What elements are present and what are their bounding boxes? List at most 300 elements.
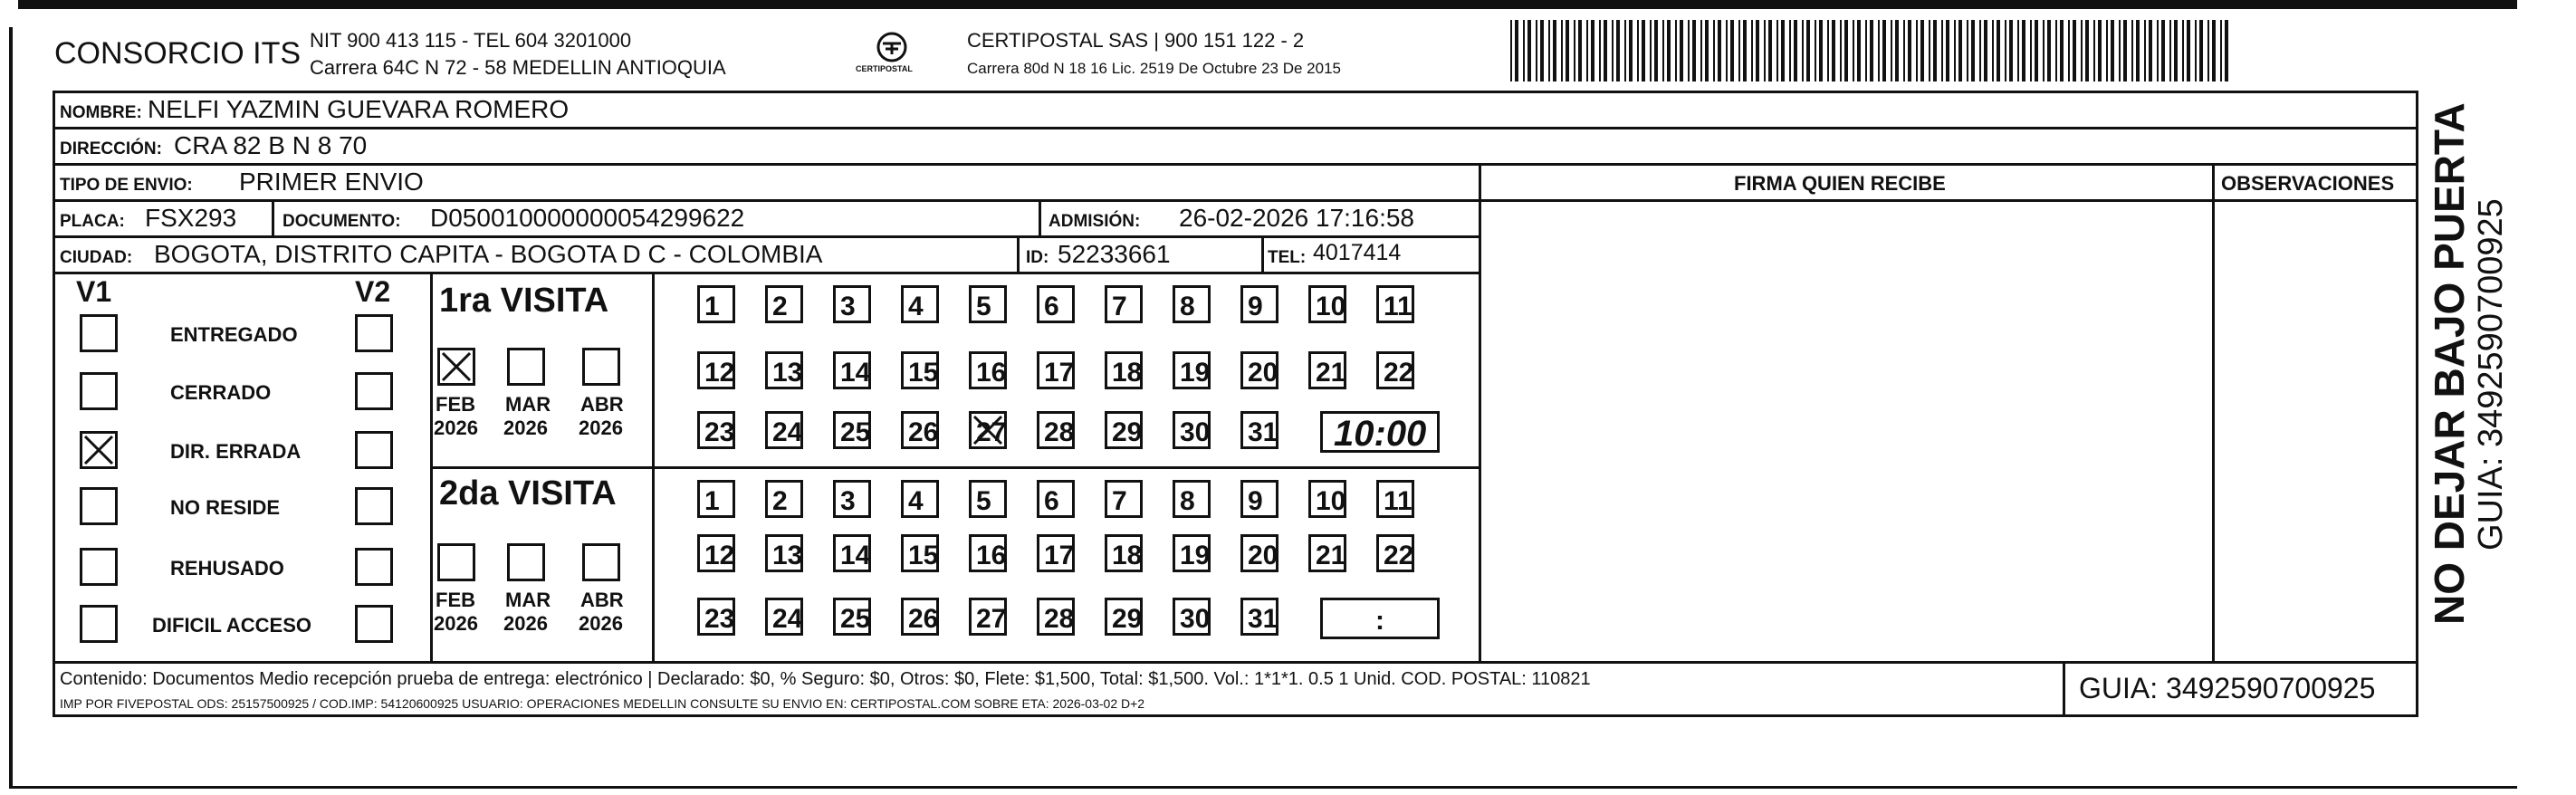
barcode-bar	[1654, 20, 1658, 81]
barcode-bar	[1604, 20, 1607, 81]
day-box[interactable]	[901, 351, 939, 389]
barcode-bar	[1882, 20, 1886, 81]
barcode-bar	[2199, 20, 2203, 81]
day-box[interactable]	[1037, 285, 1075, 323]
barcode-bar	[2187, 20, 2190, 81]
barcode-bar	[1751, 20, 1753, 81]
carrier-address: Carrera 80d N 18 16 Lic. 2519 De Octubre 23 De 2015	[967, 60, 1341, 77]
barcode-bar	[1929, 20, 1930, 81]
barcode-bar	[2131, 20, 2133, 81]
x-mark-icon	[82, 434, 115, 466]
barcode-bar	[2030, 20, 2032, 81]
nombre-value: NELFI YAZMIN GUEVARA ROMERO	[148, 95, 570, 123]
day-box[interactable]	[1037, 480, 1075, 518]
day-number: 11	[1384, 486, 1412, 516]
day-box[interactable]	[901, 285, 939, 323]
barcode-bar	[2043, 20, 2045, 81]
barcode-bar	[2035, 20, 2038, 81]
day-box[interactable]	[697, 534, 735, 572]
barcode-bar	[2161, 20, 2165, 81]
month-label: FEB	[436, 589, 475, 611]
barcode-bar	[2017, 20, 2019, 81]
time-value: :	[1375, 606, 1384, 636]
barcode-bar	[1675, 20, 1677, 81]
day-number: 25	[840, 604, 871, 634]
day-box[interactable]	[1173, 285, 1211, 323]
day-box[interactable]	[833, 285, 871, 323]
company-name: CONSORCIO ITS	[54, 36, 302, 71]
barcode-bar	[1933, 20, 1937, 81]
day-number: 23	[704, 417, 735, 447]
barcode-bar	[1971, 20, 1975, 81]
month-label: FEB	[436, 393, 475, 416]
day-box[interactable]	[765, 598, 803, 636]
direccion-value: CRA 82 B N 8 70	[174, 131, 368, 159]
barcode-bar	[1637, 20, 1639, 81]
barcode	[1510, 20, 2235, 81]
day-box[interactable]	[765, 534, 803, 572]
barcode-bar	[1629, 20, 1633, 81]
top-black-bar	[18, 0, 2517, 9]
day-box[interactable]	[1037, 411, 1075, 449]
day-number: 27	[976, 604, 1007, 634]
barcode-bar	[2009, 20, 2013, 81]
barcode-bar	[1612, 20, 1614, 81]
time-box[interactable]	[1320, 411, 1440, 453]
barcode-bar	[1984, 20, 1987, 81]
day-number: 29	[1112, 604, 1143, 634]
barcode-bar	[1527, 20, 1531, 81]
barcode-bar	[1624, 20, 1626, 81]
barcode-bar	[1878, 20, 1880, 81]
day-box[interactable]	[1105, 598, 1143, 636]
barcode-bar	[1916, 20, 1918, 81]
day-box[interactable]	[697, 411, 735, 449]
day-box[interactable]	[697, 598, 735, 636]
barcode-bar	[1718, 20, 1721, 81]
barcode-bar	[1688, 20, 1690, 81]
day-number: 10	[1316, 486, 1346, 516]
barcode-bar	[1705, 20, 1709, 81]
day-box[interactable]	[765, 285, 803, 323]
barcode-bar	[2225, 20, 2228, 81]
day-number: 17	[1044, 358, 1075, 388]
v2-label: V2	[355, 275, 391, 308]
barcode-bar	[2207, 20, 2209, 81]
barcode-bar	[2220, 20, 2222, 81]
day-number: 13	[772, 358, 803, 388]
ciudad-value: BOGOTA, DISTRITO CAPITA - BOGOTA D C - COLOMBIA	[154, 240, 823, 268]
day-box[interactable]	[969, 534, 1007, 572]
barcode-bar	[1540, 20, 1544, 81]
barcode-bar	[2055, 20, 2057, 81]
barcode-bar	[1954, 20, 1956, 81]
day-box[interactable]	[901, 598, 939, 636]
month-label: ABR	[580, 589, 624, 611]
day-box[interactable]	[1308, 285, 1346, 323]
barcode-bar	[2195, 20, 2197, 81]
day-number: 31	[1248, 417, 1278, 447]
barcode-bar	[1946, 20, 1949, 81]
imp-line: IMP POR FIVEPOSTAL ODS: 25157500925 / COD.IMP: 54120600925 USUARIO: OPERACIONES MEDELLIN CONSULTE SU ENVIO EN: CERTIPOSTAL.COM SOBRE ETA: 2026-03-02 D+2	[60, 696, 1145, 711]
barcode-bar	[1802, 20, 1804, 81]
day-number: 18	[1112, 541, 1143, 570]
status-option-label: CERRADO	[170, 381, 272, 404]
day-box[interactable]	[1173, 411, 1211, 449]
barcode-bar	[1566, 20, 1569, 81]
admision-label: ADMISIÓN:	[1049, 212, 1141, 231]
day-number: 16	[976, 358, 1007, 388]
day-number: 12	[704, 358, 735, 388]
day-number: 25	[840, 417, 871, 447]
day-box[interactable]	[1376, 285, 1414, 323]
day-number: 12	[704, 541, 735, 570]
day-number: 30	[1180, 417, 1211, 447]
day-number: 2	[772, 292, 788, 321]
month-label: ABR	[580, 393, 624, 416]
barcode-bar	[2149, 20, 2152, 81]
month-checkbox[interactable]	[582, 348, 620, 386]
barcode-bar	[2144, 20, 2146, 81]
v2-checkbox[interactable]	[355, 487, 393, 525]
month-checkbox[interactable]	[437, 543, 475, 581]
barcode-bar	[2123, 20, 2127, 81]
day-box[interactable]	[1173, 534, 1211, 572]
day-number: 10	[1316, 292, 1346, 321]
documento-label: DOCUMENTO:	[282, 212, 401, 231]
barcode-bar	[1781, 20, 1785, 81]
day-box[interactable]	[1240, 598, 1278, 636]
barcode-bar	[1667, 20, 1671, 81]
day-number: 22	[1384, 541, 1414, 570]
barcode-bar	[1815, 20, 1816, 81]
day-box[interactable]	[1173, 480, 1211, 518]
status-option-label: NO RESIDE	[170, 496, 281, 519]
day-box[interactable]	[1240, 351, 1278, 389]
year-label: 2026	[434, 417, 478, 439]
day-box[interactable]	[1105, 480, 1143, 518]
firma-header: FIRMA QUIEN RECIBE	[1734, 172, 1946, 195]
barcode-bar	[1832, 20, 1835, 81]
day-box[interactable]	[1308, 480, 1346, 518]
barcode-bar	[1920, 20, 1924, 81]
barcode-bar	[1561, 20, 1563, 81]
day-number: 9	[1248, 292, 1263, 321]
day-box[interactable]	[833, 411, 871, 449]
barcode-bar	[1692, 20, 1696, 81]
id-label: ID:	[1026, 248, 1049, 267]
visit2-title: 2da VISITA	[439, 474, 617, 512]
barcode-bar	[1840, 20, 1842, 81]
day-box[interactable]	[1308, 534, 1346, 572]
day-box[interactable]	[969, 285, 1007, 323]
barcode-bar	[1523, 20, 1525, 81]
barcode-bar	[1895, 20, 1899, 81]
barcode-bar	[1865, 20, 1867, 81]
barcode-bar	[1857, 20, 1861, 81]
day-number: 23	[704, 604, 735, 634]
barcode-bar	[1616, 20, 1620, 81]
day-box[interactable]	[1037, 351, 1075, 389]
day-box[interactable]	[833, 534, 871, 572]
day-box[interactable]	[1308, 351, 1346, 389]
barcode-bar	[1967, 20, 1968, 81]
tel-label: TEL:	[1268, 248, 1307, 267]
day-box[interactable]	[969, 480, 1007, 518]
barcode-bar	[1819, 20, 1823, 81]
day-box[interactable]	[1173, 598, 1211, 636]
x-mark-icon	[972, 414, 1007, 447]
day-box[interactable]	[1240, 480, 1278, 518]
day-box[interactable]	[1376, 480, 1414, 518]
day-number: 3	[840, 486, 856, 516]
day-number: 6	[1044, 486, 1059, 516]
v1-checkbox[interactable]	[80, 372, 118, 410]
day-box[interactable]	[1240, 285, 1278, 323]
day-number: 20	[1248, 358, 1278, 388]
x-mark-icon	[440, 350, 473, 383]
day-number: 19	[1180, 358, 1211, 388]
barcode-bar	[1756, 20, 1759, 81]
month-checkbox[interactable]	[437, 348, 475, 386]
barcode-bar	[1574, 20, 1575, 81]
day-box[interactable]	[1105, 351, 1143, 389]
day-box[interactable]	[765, 351, 803, 389]
barcode-bar	[1827, 20, 1829, 81]
day-box[interactable]	[1173, 351, 1211, 389]
v1-checkbox[interactable]	[80, 487, 118, 525]
day-box[interactable]	[901, 411, 939, 449]
barcode-bar	[2111, 20, 2114, 81]
day-number: 26	[908, 604, 939, 634]
barcode-bar	[1510, 20, 1512, 81]
v2-checkbox[interactable]	[355, 314, 393, 352]
barcode-bar	[1700, 20, 1702, 81]
barcode-bar	[1794, 20, 1797, 81]
v2-checkbox[interactable]	[355, 431, 393, 469]
barcode-bar	[1958, 20, 1962, 81]
year-label: 2026	[503, 612, 548, 635]
barcode-bar	[1768, 20, 1772, 81]
barcode-bar	[1726, 20, 1728, 81]
contenido-line: Contenido: Documentos Medio recepción prueba de entrega: electrónico | Declarado: $0, % Seguro: $0, Otros: $0, Flete: $1,500, Total: $1,500. Vol.: 1*1*1. 0.5 1 Unid. COD. POSTAL: 110821	[60, 669, 1591, 689]
barcode-bar	[1870, 20, 1873, 81]
day-number: 31	[1248, 604, 1278, 634]
tel-value: 4017414	[1313, 240, 1402, 265]
direccion-label: DIRECCIÓN:	[60, 139, 162, 158]
day-number: 20	[1248, 541, 1278, 570]
day-box[interactable]	[969, 598, 1007, 636]
barcode-bar	[2073, 20, 2076, 81]
v1-checkbox[interactable]	[80, 431, 118, 469]
day-box[interactable]	[697, 285, 735, 323]
tipo-envio-value: PRIMER ENVIO	[239, 168, 424, 196]
barcode-bar	[2068, 20, 2070, 81]
v2-checkbox[interactable]	[355, 372, 393, 410]
day-number: 21	[1316, 541, 1346, 570]
day-number: 7	[1112, 486, 1127, 516]
day-number: 5	[976, 292, 991, 321]
company-address: Carrera 64C N 72 - 58 MEDELLIN ANTIOQUIA	[310, 56, 726, 79]
barcode-bar	[1713, 20, 1715, 81]
placa-value: FSX293	[145, 204, 237, 232]
barcode-bar	[2098, 20, 2102, 81]
certipostal-logo	[856, 29, 928, 79]
status-option-label: REHUSADO	[170, 557, 284, 579]
barcode-bar	[2047, 20, 2051, 81]
day-number: 14	[840, 541, 871, 570]
day-number: 22	[1384, 358, 1414, 388]
barcode-bar	[2157, 20, 2159, 81]
day-number: 28	[1044, 417, 1075, 447]
barcode-bar	[2106, 20, 2108, 81]
bottom-rule	[9, 786, 2517, 789]
barcode-bar	[1764, 20, 1766, 81]
year-label: 2026	[579, 612, 623, 635]
barcode-bar	[1642, 20, 1645, 81]
barcode-bar	[1844, 20, 1848, 81]
status-option-label: DIFICIL ACCESO	[152, 614, 312, 637]
documento-value: D050010000000054299622	[430, 204, 745, 232]
barcode-bar	[2093, 20, 2095, 81]
day-number: 21	[1316, 358, 1346, 388]
day-number: 8	[1180, 292, 1195, 321]
day-number: 15	[908, 358, 939, 388]
time-value: 10:00	[1334, 414, 1427, 454]
barcode-bar	[2136, 20, 2140, 81]
day-box[interactable]	[901, 534, 939, 572]
day-number: 1	[704, 292, 720, 321]
day-box[interactable]	[1376, 534, 1414, 572]
barcode-bar	[2022, 20, 2025, 81]
month-label: MAR	[505, 589, 551, 611]
barcode-bar	[1548, 20, 1550, 81]
barcode-bar	[1891, 20, 1892, 81]
day-number: 24	[772, 604, 803, 634]
day-number: 4	[908, 292, 924, 321]
v2-checkbox[interactable]	[355, 605, 393, 643]
month-checkbox[interactable]	[507, 543, 545, 581]
year-label: 2026	[579, 417, 623, 439]
day-number: 27	[976, 417, 1007, 447]
barcode-bar	[1586, 20, 1588, 81]
day-box[interactable]	[833, 598, 871, 636]
day-box[interactable]	[697, 480, 735, 518]
day-box[interactable]	[1037, 598, 1075, 636]
day-box[interactable]	[969, 351, 1007, 389]
barcode-bar	[1599, 20, 1601, 81]
day-box[interactable]	[1376, 351, 1414, 389]
day-number: 15	[908, 541, 939, 570]
barcode-bar	[1553, 20, 1556, 81]
barcode-bar	[1806, 20, 1810, 81]
day-number: 16	[976, 541, 1007, 570]
observaciones-header: OBSERVACIONES	[2221, 172, 2395, 195]
month-checkbox[interactable]	[507, 348, 545, 386]
guia-vertical: GUIA: 3492590700925	[2472, 198, 2510, 551]
day-box[interactable]	[765, 411, 803, 449]
day-box[interactable]	[901, 480, 939, 518]
day-number: 13	[772, 541, 803, 570]
barcode-bar	[1743, 20, 1747, 81]
day-number: 26	[908, 417, 939, 447]
footer-guia: GUIA: 3492590700925	[2079, 672, 2376, 704]
day-box[interactable]	[1105, 411, 1143, 449]
day-box[interactable]	[765, 480, 803, 518]
day-number: 30	[1180, 604, 1211, 634]
barcode-bar	[1738, 20, 1740, 81]
barcode-bar	[1591, 20, 1594, 81]
day-box[interactable]	[1240, 534, 1278, 572]
nombre-label: NOMBRE:	[60, 103, 142, 122]
day-number: 28	[1044, 604, 1075, 634]
admision-value: 26-02-2026 17:16:58	[1179, 204, 1414, 232]
day-box[interactable]	[833, 351, 871, 389]
barcode-bar	[1997, 20, 2000, 81]
day-box[interactable]	[697, 351, 735, 389]
day-number: 8	[1180, 486, 1195, 516]
day-number: 6	[1044, 292, 1059, 321]
barcode-bar	[2060, 20, 2064, 81]
day-box[interactable]	[1105, 285, 1143, 323]
id-value: 52233661	[1058, 240, 1171, 268]
v1-checkbox[interactable]	[80, 314, 118, 352]
v1-label: V1	[76, 275, 112, 308]
time-box[interactable]	[1320, 598, 1440, 639]
barcode-bar	[2174, 20, 2178, 81]
day-box[interactable]	[1105, 534, 1143, 572]
day-box[interactable]	[969, 411, 1007, 449]
month-checkbox[interactable]	[582, 543, 620, 581]
left-bracket	[9, 27, 13, 788]
barcode-bar	[1578, 20, 1582, 81]
barcode-bar	[2169, 20, 2171, 81]
day-number: 3	[840, 292, 856, 321]
barcode-bar	[2081, 20, 2083, 81]
v1-checkbox[interactable]	[80, 605, 118, 643]
barcode-bar	[1662, 20, 1664, 81]
barcode-bar	[1680, 20, 1683, 81]
year-label: 2026	[503, 417, 548, 439]
day-number: 24	[772, 417, 803, 447]
tipo-envio-label: TIPO DE ENVIO:	[60, 176, 193, 195]
day-number: 7	[1112, 292, 1127, 321]
day-number: 11	[1384, 292, 1412, 321]
v1-checkbox[interactable]	[80, 548, 118, 586]
logo-text: CERTIPOSTAL	[856, 64, 913, 73]
day-box[interactable]	[833, 480, 871, 518]
barcode-bar	[1979, 20, 1981, 81]
barcode-bar	[1941, 20, 1943, 81]
v2-checkbox[interactable]	[355, 548, 393, 586]
carrier-name: CERTIPOSTAL SAS | 900 151 122 - 2	[967, 29, 1305, 52]
day-number: 1	[704, 486, 720, 516]
company-nit: NIT 900 413 115 - TEL 604 3201000	[310, 29, 632, 52]
day-number: 18	[1112, 358, 1143, 388]
day-number: 19	[1180, 541, 1211, 570]
barcode-bar	[1650, 20, 1652, 81]
barcode-bar	[1992, 20, 1994, 81]
status-option-label: DIR. ERRADA	[170, 440, 302, 463]
barcode-bar	[2212, 20, 2216, 81]
day-number: 4	[908, 486, 924, 516]
barcode-bar	[1515, 20, 1518, 81]
day-box[interactable]	[1240, 411, 1278, 449]
day-box[interactable]	[1037, 534, 1075, 572]
year-label: 2026	[434, 612, 478, 635]
barcode-bar	[1536, 20, 1537, 81]
day-number: 5	[976, 486, 991, 516]
